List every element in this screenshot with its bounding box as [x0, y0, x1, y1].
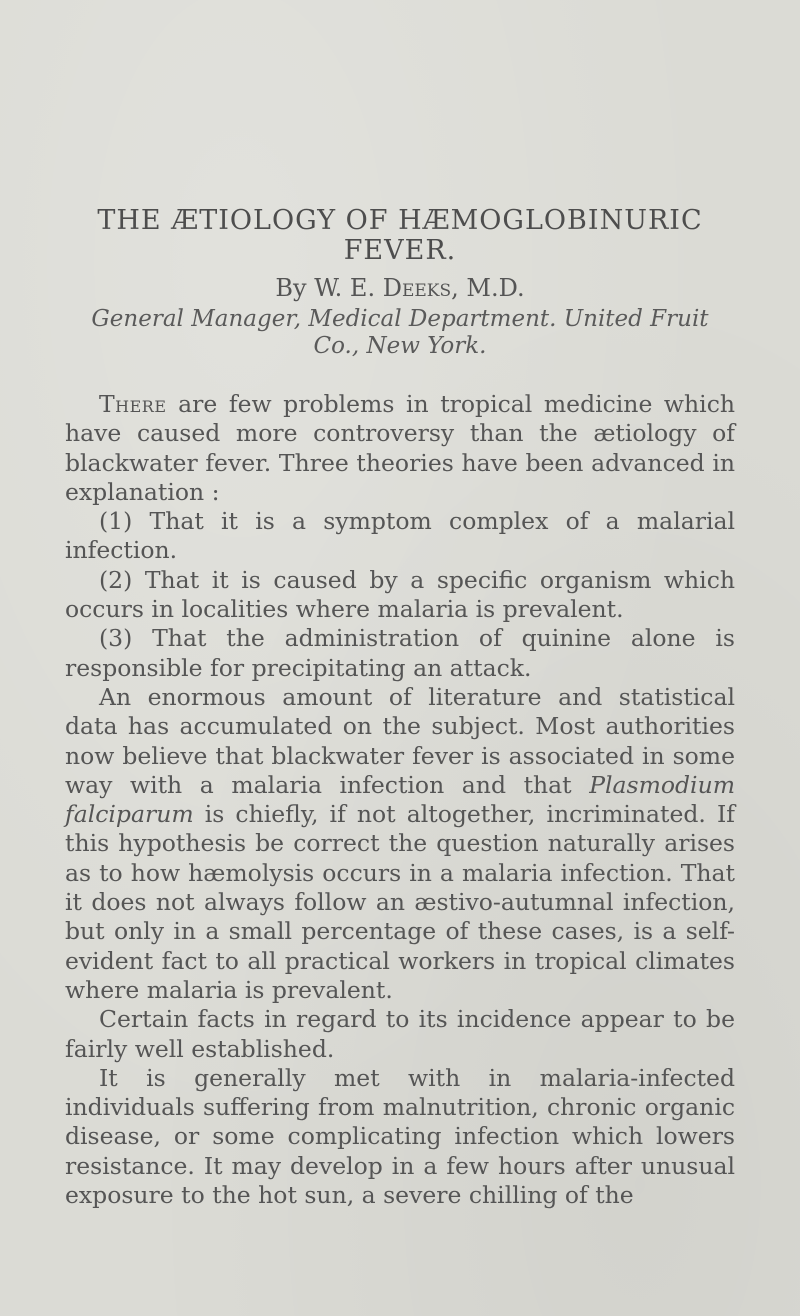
byline-prefix: By W. E. — [275, 274, 383, 302]
paragraph-literature-part2: is chiefly, if not altogether, incriminated. If this hypothesis be correct the question naturally arises as to how hæmolysis occurs in a malaria infection. That it does not always follow an æstivo-autumnal infection, but only in a small percentage of these cases, is a self-evident fact to all practical workers in tropical climates where malaria is prevalent. — [65, 800, 735, 1004]
theory-2: (2) That it is caused by a specific organism which occurs in localities where malaria is prevalent. — [65, 565, 735, 624]
byline-suffix: , M.D. — [451, 274, 525, 302]
author-name: Deeks — [382, 274, 452, 302]
theory-3: (3) That the administration of quinine alone is responsible for precipitating an attack. — [65, 624, 735, 682]
paragraph-literature — [65, 683, 735, 1005]
paragraph-general: It is generally met with in malaria-infected individuals suffering from malnutrition, chronic organic disease, or some complicating infection which lowers resistance. It may develop in a few hours after unusual exposure to the hot sun, a severe chilling of the — [65, 1063, 735, 1210]
paragraph-intro-text: are few problems in tropical medicine which have caused more controversy than the ætiology of blackwater fever. Three theories have been advanced in explanation : — [65, 390, 735, 506]
paragraph-literature-part1: An enormous amount of literature and statistical data has accumulated on the subject. Most authorities now believe that blackwater fever is associated in some way with a malaria infection and that — [65, 682, 735, 799]
article-title: THE ÆTIOLOGY OF HÆMOGLOBINURIC FEVER. — [97, 205, 703, 266]
author-affiliation: General Manager, Medical Department. United Fruit Co., New York. — [91, 306, 709, 359]
article — [65, 206, 735, 1210]
paragraph-intro — [65, 390, 735, 507]
organism-name: Plasmodium falciparum — [65, 770, 735, 829]
paragraph-incidence: Certain facts in regard to its incidence appear to be fairly well established. — [65, 1005, 735, 1063]
author-byline — [65, 274, 735, 302]
theory-1: (1) That it is a symptom complex of a malarial infection. — [65, 507, 735, 565]
paragraph-lead-word: There — [99, 390, 167, 418]
article-body — [65, 390, 735, 1210]
